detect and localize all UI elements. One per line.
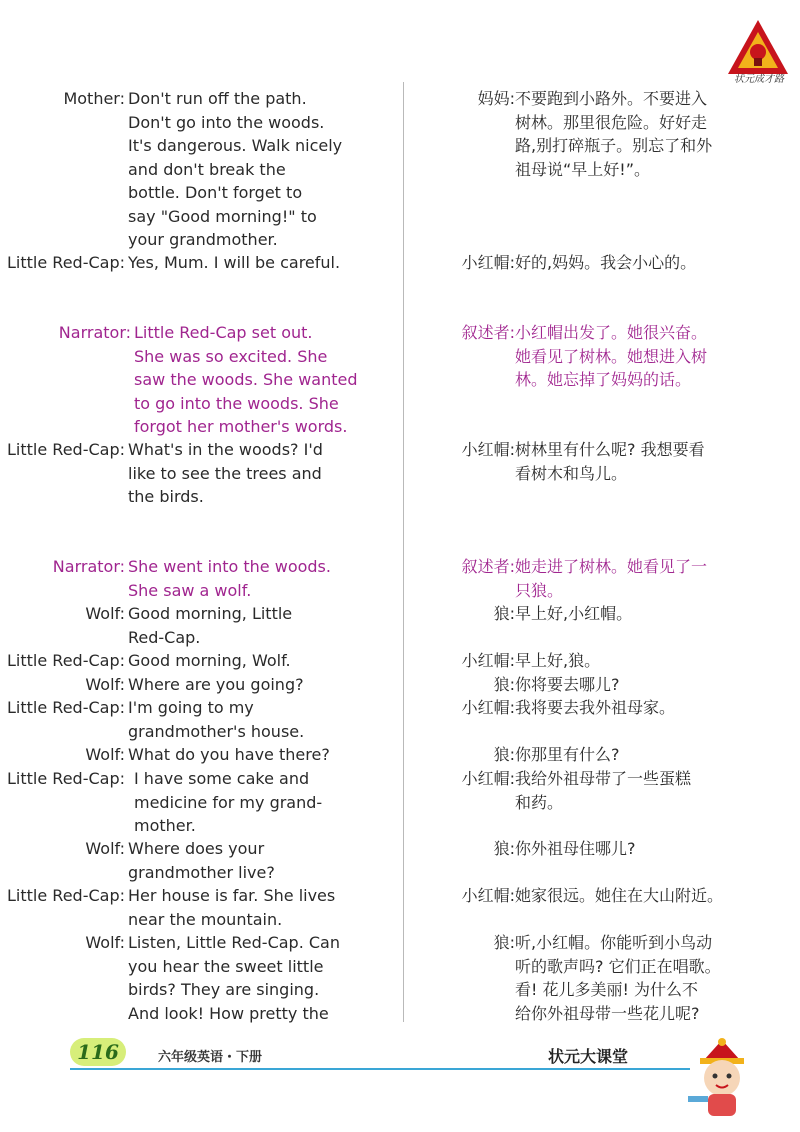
dialogue-line: birds? They are singing. <box>128 980 320 999</box>
dialogue-line: 给你外祖母带一些花儿呢? <box>515 1003 700 1023</box>
dialogue-line: grandmother live? <box>128 862 275 882</box>
dialogue-line: 你那里有什么? <box>515 745 620 764</box>
dialogue-line: 听的歌声吗? 它们正在唱歌。 <box>515 956 721 976</box>
dialogue-line: Where are you going? <box>128 675 304 694</box>
speaker-label: 叙述者: <box>461 557 515 576</box>
speaker-label: Wolf: <box>85 839 125 858</box>
dialogue-line: And look! How pretty the <box>128 1003 329 1023</box>
page-number: 116 <box>70 1038 126 1066</box>
dialogue-line: 林。她忘掉了妈妈的话。 <box>515 370 692 389</box>
speaker-label: 狼: <box>493 745 515 764</box>
dialogue-line: 早上好,狼。 <box>515 651 601 670</box>
dialogue-line: Her house is far. She lives <box>128 886 336 905</box>
dialogue-line: I have some cake and <box>134 769 310 788</box>
dialogue-line: saw the woods. She wanted <box>134 370 358 389</box>
speaker-label: 妈妈: <box>477 89 515 108</box>
dialogue-line: 祖母说“早上好!”。 <box>515 159 650 179</box>
dialogue-line: and don't break the <box>128 159 286 179</box>
dialogue-line: 我给外祖母带了一些蛋糕 <box>515 769 692 788</box>
speaker-label: 小红帽: <box>461 886 515 905</box>
speaker-label: Little Red-Cap: <box>7 253 125 272</box>
logo-caption: 状元成才路 <box>734 74 784 85</box>
speaker-label: 小红帽: <box>461 698 515 717</box>
speaker-label: 小红帽: <box>461 253 515 272</box>
dialogue-line: Where does your <box>128 839 265 858</box>
speaker-label: Little Red-Cap: <box>7 651 125 670</box>
speaker-label: 小红帽: <box>461 769 515 788</box>
dialogue-line: Good morning, Little <box>128 604 293 623</box>
column-divider <box>403 82 404 1022</box>
dialogue-line: Red-Cap. <box>128 627 201 647</box>
dialogue-line: Good morning, Wolf. <box>128 651 291 670</box>
dialogue-line: 你外祖母住哪儿? <box>515 839 636 858</box>
speaker-label: 小红帽: <box>461 651 515 670</box>
dialogue-line: Don't run off the path. <box>128 89 307 108</box>
speaker-label: 狼: <box>493 933 515 952</box>
dialogue-line: you hear the sweet little <box>128 956 324 976</box>
speaker-label: Little Red-Cap: <box>7 886 125 905</box>
dialogue-line: medicine for my grand- <box>134 792 323 812</box>
dialogue-line: 好的,妈妈。我会小心的。 <box>515 253 697 272</box>
dialogue-line: Yes, Mum. I will be careful. <box>128 253 341 272</box>
dialogue-line: 看! 花儿多美丽! 为什么不 <box>515 980 699 999</box>
dialogue-line: 小红帽出发了。她很兴奋。 <box>515 323 708 342</box>
dialogue-line: your grandmother. <box>128 230 278 249</box>
dialogue-line: like to see the trees and <box>128 463 322 483</box>
dialogue-line: 我将要去我外祖母家。 <box>515 698 676 717</box>
speaker-label: 狼: <box>493 839 515 858</box>
dialogue-line: It's dangerous. Walk nicely <box>128 136 343 155</box>
speaker-label: Narrator: <box>52 557 125 576</box>
dialogue-line: Listen, Little Red-Cap. Can <box>128 933 340 952</box>
dialogue-line: forgot her mother's words. <box>134 417 348 436</box>
speaker-label: Wolf: <box>85 675 125 694</box>
speaker-label: Mother: <box>63 89 125 108</box>
dialogue-line: 不要跑到小路外。不要进入 <box>515 89 708 108</box>
footer-rule <box>70 1068 690 1070</box>
dialogue-line: Little Red-Cap set out. <box>134 323 313 342</box>
speaker-label: 小红帽: <box>461 440 515 459</box>
brand-name: 状元大课堂 <box>548 1047 629 1066</box>
speaker-label: Little Red-Cap: <box>7 440 125 459</box>
dialogue-line: Don't go into the woods. <box>128 112 325 132</box>
dialogue-line: 和药。 <box>515 792 564 812</box>
speaker-label: Wolf: <box>85 933 125 952</box>
speaker-label: Wolf: <box>85 745 125 764</box>
dialogue-line: mother. <box>134 816 196 835</box>
speaker-label: 狼: <box>493 675 515 694</box>
dialogue-line: 她家很远。她住在大山附近。 <box>515 886 724 905</box>
dialogue-line: 看树木和鸟儿。 <box>515 463 628 483</box>
speaker-label: Little Red-Cap: <box>7 698 125 717</box>
dialogue-line: 路,别打碎瓶子。别忘了和外 <box>515 136 713 155</box>
dialogue-line: 树林里有什么呢? 我想要看 <box>515 440 705 459</box>
dialogue-line: the birds. <box>128 487 204 506</box>
dialogue-line: 她看见了树林。她想进入树 <box>515 346 708 366</box>
dialogue-line: She saw a wolf. <box>128 580 252 600</box>
dialogue-line: to go into the woods. She <box>134 393 339 413</box>
dialogue-line: 她走进了树林。她看见了一 <box>515 557 708 576</box>
dialogue-line: bottle. Don't forget to <box>128 183 303 202</box>
dialogue-line: say "Good morning!" to <box>128 206 317 226</box>
speaker-label: 叙述者: <box>461 323 515 342</box>
dialogue-line: She went into the woods. <box>128 557 331 576</box>
dialogue-line: What's in the woods? I'd <box>128 440 323 459</box>
dialogue-line: near the mountain. <box>128 909 283 929</box>
dialogue-line: 你将要去哪儿? <box>515 675 620 694</box>
mascot-image <box>686 1034 758 1120</box>
dialogue-line: She was so excited. She <box>134 346 328 366</box>
dialogue-line: grandmother's house. <box>128 721 305 741</box>
speaker-label: Narrator: <box>58 323 131 342</box>
book-title: 六年级英语・下册 <box>158 1050 263 1065</box>
speaker-label: 狼: <box>493 604 515 623</box>
dialogue-line: 听,小红帽。你能听到小鸟动 <box>515 933 713 952</box>
dialogue-line: 早上好,小红帽。 <box>515 604 633 623</box>
speaker-label: Wolf: <box>85 604 125 623</box>
speaker-label: Little Red-Cap: <box>7 769 125 788</box>
dialogue-line: What do you have there? <box>128 745 330 764</box>
dialogue-line: 只狼。 <box>515 580 564 600</box>
dialogue-line: 树林。那里很危险。好好走 <box>515 112 708 132</box>
dialogue-line: I'm going to my <box>128 698 254 717</box>
